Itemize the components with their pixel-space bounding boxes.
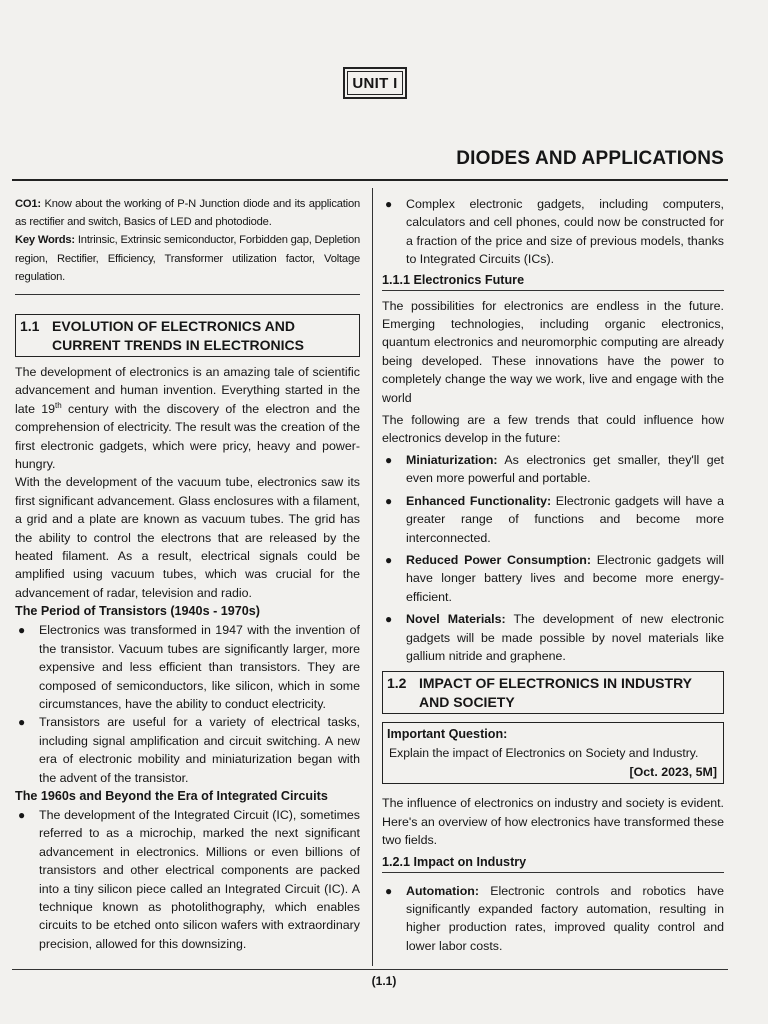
section-title-line2: CURRENT TRENDS IN ELECTRONICS [52,337,305,354]
bullet-icon: ● [385,452,393,467]
left-column [15,195,360,953]
ic-bullet-list-continued [382,195,724,269]
bullet-icon: ● [18,807,26,822]
ic-bullet-list [15,806,360,953]
period-bullet-list [15,621,360,787]
bullet-icon: ● [385,612,393,627]
term: Reduced Power Consumption: [406,552,591,567]
list-item-text: Electronic gadgets will have longer battery lives and become more energy-efficient. [406,552,724,604]
list-item-text: Electronic gadgets will have a greater range of functions and become more interconnected. [406,493,724,545]
course-outcome-block [15,195,360,295]
chapter-title: DIODES AND APPLICATIONS [456,148,724,169]
ic-heading: The 1960s and Beyond the Era of Integrated Circuits [15,788,328,803]
co-label: CO1: [15,198,41,210]
important-question-text: Explain the impact of Electronics on Society and Industry. [389,746,699,761]
paragraph: The possibilities for electronics are endless in the future. Emerging technologies, including organic electronics, quantum electronics and neuromorphic computing are already being developed. These innovations have the power to completely change the way we work, live and engage with the world [382,298,724,405]
keywords-label: Key Words: [15,234,75,247]
bottom-rule [12,969,728,970]
term: Novel Materials: [406,612,506,627]
column-divider [372,188,373,966]
paragraph-text: century with the discovery of the electron and the comprehension of electricity. The result was the creation of the first electronic gadgets, which were pricy, heavy and power-hungry. [15,401,361,472]
paragraph [15,363,360,473]
co-text: Know about the working of P-N Junction diode and its application as rectifier and switch, Basics of LED and photodiode. [15,198,360,229]
section-title-line1: IMPACT OF ELECTRONICS IN INDUSTRY [419,675,692,692]
section-number: 1.2 [387,675,407,692]
keywords [15,231,360,286]
section-heading-1-1 [15,314,360,357]
bullet-icon: ● [385,552,393,567]
section-title-line2: AND SOCIETY [419,694,515,711]
superscript: th [55,400,62,410]
title-rule [12,179,728,181]
bullet-icon: ● [385,883,393,898]
right-column [382,195,724,955]
bullet-icon: ● [385,493,393,508]
course-outcome [15,195,360,231]
list-item [382,195,724,269]
important-question-reference: [Oct. 2023, 5M] [629,765,717,780]
page-number: (1.1) [371,974,397,988]
section-heading-1-1-1: 1.1.1 Electronics Future [382,271,724,291]
trends-list [382,451,724,665]
list-item-text: The development of the Integrated Circuit (IC), sometimes referred to as a microchip, marked the next significant advancement in electronics. Millions or even billions of transistors and other electrical components are packed into a tiny silicon piece called an Integrated Circuit (IC). A technique known as photolithography, which enables circuits to be etched onto silicon wafers with extraordinary precision, allowed for this downsizing. [39,807,360,951]
paragraph: With the development of the vacuum tube, electronics saw its first significant advancement. Glass enclosures with a filament, a grid and a plate are known as vacuum tubes. The grid has the ability to control the electrons that are released by the heated filament. As a result, electrical signals could be amplified using vacuum tubes, which was crucial for the advancement of radar, television and radio. [15,475,360,600]
section-heading-1-2-1: 1.2.1 Impact on Industry [382,853,724,873]
term: Miniaturization: [406,452,498,467]
paragraph: The influence of electronics on industry and society is evident. Here's an overview of how electronics have transformed these two fields. [382,796,724,848]
list-item [382,610,724,665]
bullet-icon: ● [18,715,26,730]
unit-label: UNIT I [343,67,407,99]
important-question-title: Important Question: [387,727,508,742]
term: Enhanced Functionality: [406,493,552,508]
list-item-text: Electronic controls and robotics have significantly expanded factory automation, resulting in higher production rates, improved quality control and lower labor costs. [406,883,724,953]
paragraph: The following are a few trends that could influence how electronics develop in the future: [382,413,724,446]
section-number: 1.1 [20,318,40,335]
list-item [15,806,360,953]
bullet-icon: ● [18,623,26,638]
section-title-line1: EVOLUTION OF ELECTRONICS AND [52,318,295,335]
list-item [15,621,360,713]
list-item-text: The development of new electronic gadgets will be made possible by novel materials like gallium nitride and graphene. [406,612,725,663]
list-item [382,882,724,956]
list-item [15,713,360,787]
list-item-text: Complex electronic gadgets, including computers, calculators and cell phones, could now be constructed for a fraction of the price and size of previous models, thanks to Integrated Circuits (ICs). [406,197,724,267]
bullet-icon: ● [385,197,393,211]
period-heading: The Period of Transistors (1940s - 1970s) [15,604,260,619]
section-heading-1-2 [382,671,724,714]
important-question-box [382,722,724,784]
term: Automation: [406,883,479,898]
industry-impact-list [382,882,724,956]
list-item-text: As electronics get smaller, they'll get even more powerful and portable. [406,452,724,486]
list-item-text: Electronics was transformed in 1947 with the invention of the transistor. Vacuum tubes are significantly larger, more expensive and less efficient than transistors. They are composed of semiconductors, like silicon, which in some circumstances, have the ability to conduct electricity. [39,623,360,711]
keywords-text: Intrinsic, Extrinsic semiconductor, Forbidden gap, Depletion region, Rectifier, Efficiency, Transformer utilization factor, Voltage regulation. [15,234,361,283]
paragraph-text: The development of electronics is an amazing tale of scientific advancement and human invention. Everything started in the late 19 [15,365,360,416]
list-item [382,451,724,488]
list-item-text: Transistors are useful for a variety of electrical tasks, including signal amplification and circuit switching. A new era of electronic mobility and miniaturization began with the advent of the transistor. [39,715,360,785]
list-item [382,492,724,547]
list-item [382,551,724,606]
